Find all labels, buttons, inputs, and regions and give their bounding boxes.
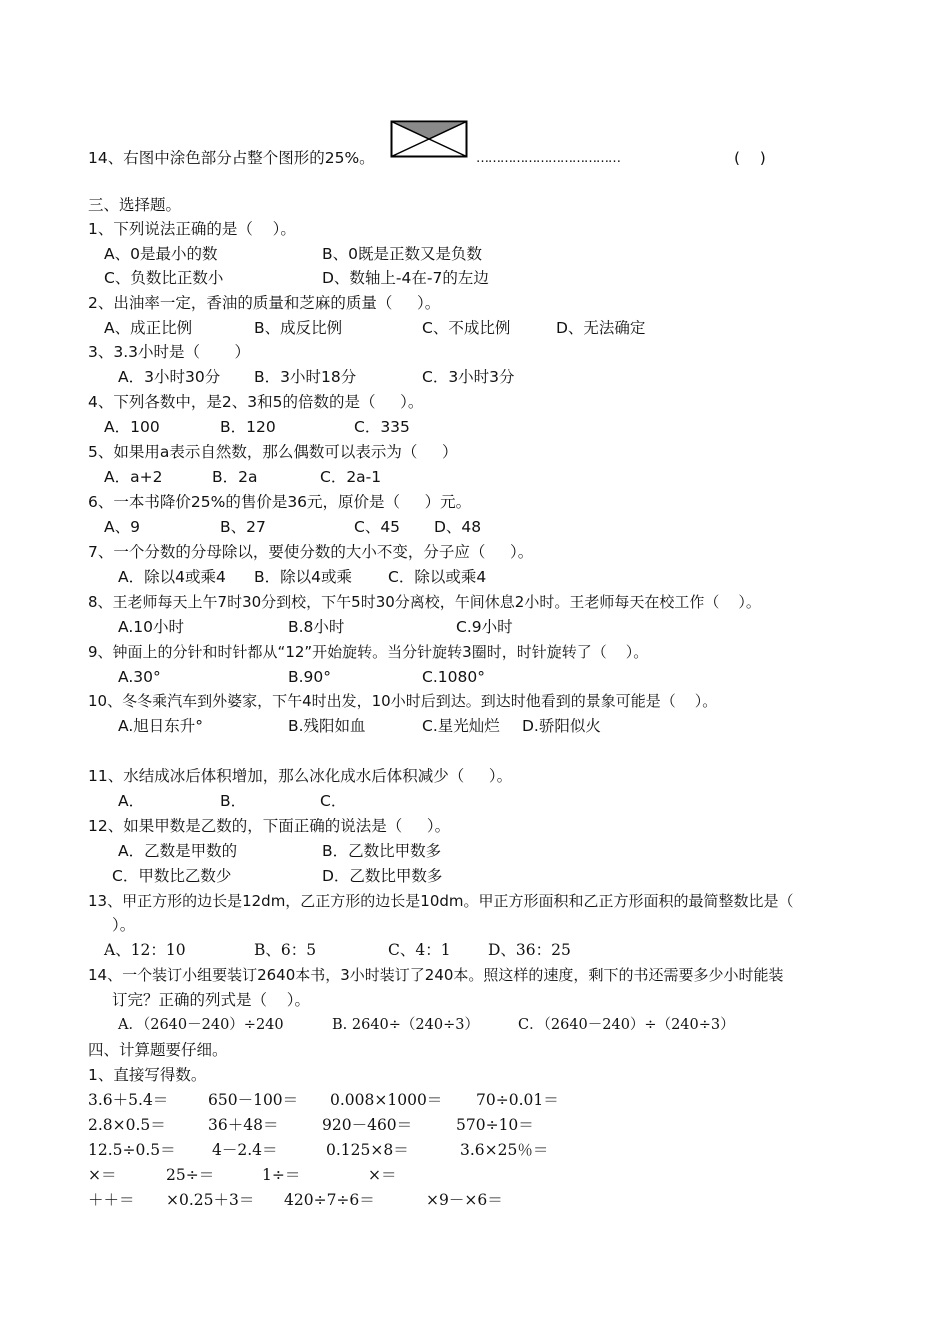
section3-title: 三、选择题。 — [88, 196, 182, 214]
calc-r1-c1: 3.6＋5.4＝ — [88, 1091, 169, 1109]
section4-title: 四、计算题要仔细。 — [88, 1041, 228, 1059]
q11-stem: 11、水结成冰后体积增加，那么冰化成水后体积减少（ ）。 — [88, 767, 513, 785]
q12-option-c: C．甲数比乙数少 — [112, 867, 232, 885]
q3-stem: 3、3.3小时是（ ） — [88, 343, 251, 361]
q13-option-d: D、36：25 — [488, 941, 571, 959]
q13-stem-line1: 13、甲正方形的边长是12dm，乙正方形的边长是10dm。甲正方形面积和乙正方形面积的最简整数比是（ — [88, 892, 794, 910]
calc-r2-c2: 36＋48＝ — [208, 1116, 279, 1134]
q7-stem: 7、一个分数的分母除以，要使分数的大小不变，分子应（ ）。 — [88, 543, 534, 561]
calc-r5-c3: 420÷7÷6＝ — [284, 1191, 375, 1209]
calc-r3-c3: 0.125×8＝ — [326, 1141, 409, 1159]
q8-stem: 8、王老师每天上午7时30分到校，下午5时30分离校，午间休息2小时。王老师每天在校工作（ ）。 — [88, 593, 761, 611]
q14-stem-line2: 订完？正确的列式是（ ）。 — [112, 991, 310, 1009]
calc-r3-c1: 12.5÷0.5＝ — [88, 1141, 176, 1159]
q13-option-a: A、12：10 — [104, 941, 186, 959]
q10-option-c: C.星光灿烂 — [422, 717, 500, 735]
q14-option-c: C．（2640－240）÷（240÷3） — [518, 1017, 735, 1033]
q5-option-b: B．2a — [212, 468, 258, 486]
q14-top-dots: ……………………………… — [476, 151, 620, 166]
calc-r3-c2: 4－2.4＝ — [212, 1141, 278, 1159]
q14-option-a: A．（2640－240）÷240 — [118, 1017, 284, 1033]
q5-stem: 5、如果用a表示自然数，那么偶数可以表示为（ ） — [88, 443, 458, 461]
q4-option-c: C．335 — [354, 418, 410, 436]
section4-sub1: 1、直接写得数。 — [88, 1066, 207, 1084]
q2-option-c: C、不成比例 — [422, 319, 511, 337]
q14-top-paren: ( ) — [734, 149, 766, 167]
q6-option-a: A、9 — [104, 518, 140, 536]
q11-option-c: C． — [320, 792, 347, 810]
q13-option-b: B、6：5 — [254, 941, 317, 959]
calc-r2-c1: 2.8×0.5＝ — [88, 1116, 166, 1134]
q9-option-b: B.90° — [288, 668, 332, 686]
q2-option-d: D、无法确定 — [556, 319, 646, 337]
q5-option-c: C．2a-1 — [320, 468, 382, 486]
q7-option-b: B．除以4或乘 — [254, 568, 352, 586]
calc-r4-c1: ×＝ — [88, 1166, 117, 1184]
q3-option-b: B．3小时18分 — [254, 368, 357, 386]
q8-option-a: A.10小时 — [118, 618, 184, 636]
q1-stem: 1、下列说法正确的是（ ）。 — [88, 220, 296, 238]
q10-stem: 10、冬冬乘汽车到外婆家，下午4时出发，10小时后到达。到达时他看到的景象可能是（ ）。 — [88, 692, 718, 710]
q4-option-a: A．100 — [104, 418, 160, 436]
q9-option-c: C.1080° — [422, 668, 485, 686]
calc-r5-c1: ＋＋＝ — [88, 1191, 135, 1209]
q4-stem: 4、下列各数中，是2、3和5的倍数的是（ ）。 — [88, 393, 424, 411]
q6-stem: 6、一本书降价25%的售价是36元，原价是（ ）元。 — [88, 493, 472, 511]
q6-option-c: C、45 — [354, 518, 401, 536]
q1-option-a: A、0是最小的数 — [104, 245, 218, 263]
q1-option-c: C、负数比正数小 — [104, 269, 224, 287]
q5-option-a: A．a+2 — [104, 468, 163, 486]
calc-r1-c3: 0.008×1000＝ — [330, 1091, 443, 1109]
calc-r4-c3: 1÷＝ — [262, 1166, 301, 1184]
q11-option-b: B． — [220, 792, 247, 810]
q7-option-c: C．除以或乘4 — [388, 568, 487, 586]
q12-option-a: A．乙数是甲数的 — [118, 842, 238, 860]
q9-option-a: A.30° — [118, 668, 161, 686]
calc-r4-c4: ×＝ — [368, 1166, 397, 1184]
q12-stem: 12、如果甲数是乙数的，下面正确的说法是（ ）。 — [88, 817, 451, 835]
q2-stem: 2、出油率一定，香油的质量和芝麻的质量（ ）。 — [88, 294, 441, 312]
q3-option-c: C．3小时3分 — [422, 368, 515, 386]
q4-option-b: B．120 — [220, 418, 276, 436]
q13-stem-line2: ）。 — [112, 916, 136, 934]
q8-option-c: C.9小时 — [456, 618, 513, 636]
calc-r1-c2: 650－100＝ — [208, 1091, 299, 1109]
q8-option-b: B.8小时 — [288, 618, 345, 636]
calc-r1-c4: 70÷0.01＝ — [476, 1091, 559, 1109]
q1-option-b: B、0既是正数又是负数 — [322, 245, 482, 263]
q2-option-b: B、成反比例 — [254, 319, 343, 337]
envelope-figure — [390, 120, 468, 158]
q14-stem-line1: 14、一个装订小组要装订2640本书，3小时装订了240本。照这样的速度，剩下的书还需要多少小时能装 — [88, 966, 784, 984]
q10-option-b: B.残阳如血 — [288, 717, 366, 735]
q13-option-c: C、4：1 — [388, 941, 451, 959]
q14-option-b: B. 2640÷（240÷3） — [332, 1017, 479, 1033]
q9-stem: 9、钟面上的分针和时针都从“12”开始旋转。当分针旋转3圈时，时针旋转了（ ）。 — [88, 643, 649, 661]
q10-option-d: D.骄阳似火 — [522, 717, 601, 735]
q3-option-a: A．3小时30分 — [118, 368, 221, 386]
calc-r5-c4: ×9－×6＝ — [426, 1191, 503, 1209]
q12-option-b: B．乙数比甲数多 — [322, 842, 442, 860]
q2-option-a: A、成正比例 — [104, 319, 193, 337]
calc-r5-c2: ×0.25＋3＝ — [166, 1191, 255, 1209]
q6-option-d: D、48 — [434, 518, 482, 536]
q1-option-d: D、数轴上-4在-7的左边 — [322, 269, 489, 287]
calc-r3-c4: 3.6×25％＝ — [460, 1141, 549, 1159]
q10-option-a: A.旭日东升° — [118, 717, 204, 735]
q11-option-a: A． — [118, 792, 145, 810]
calc-r2-c3: 920－460＝ — [322, 1116, 413, 1134]
q7-option-a: A．除以4或乘4 — [118, 568, 226, 586]
q6-option-b: B、27 — [220, 518, 266, 536]
q14-top-text: 14、右图中涂色部分占整个图形的25%。 — [88, 149, 375, 167]
calc-r4-c2: 25÷＝ — [166, 1166, 215, 1184]
q12-option-d: D．乙数比甲数多 — [322, 867, 443, 885]
calc-r2-c4: 570÷10＝ — [456, 1116, 534, 1134]
